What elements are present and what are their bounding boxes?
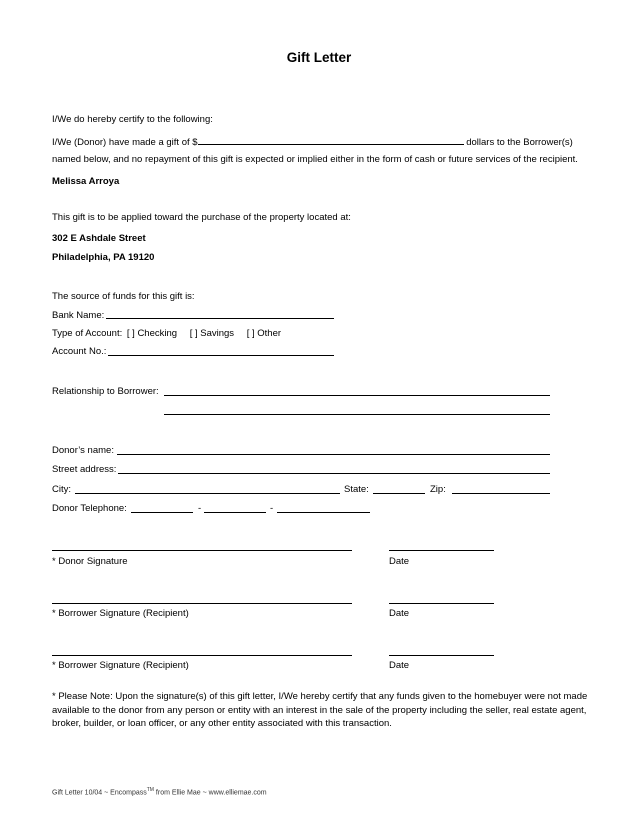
borrower-date-label-2: Date — [389, 660, 410, 671]
donor-date-field[interactable] — [389, 550, 494, 551]
phone-prefix-field[interactable] — [204, 512, 266, 513]
certification-note: * Please Note: Upon the signature(s) of this gift letter, I/We hereby certify that any funds given to the homebuyer were not made available to the donor from any person or entity with an interest in the sale of the property including the seller, real estate agent, broker, builder, or loan officer, or any other entity associated with this transaction. — [52, 691, 588, 729]
borrower-signature-label-1: * Borrower Signature (Recipient) — [52, 608, 189, 619]
borrower-date-field-1[interactable] — [389, 603, 494, 604]
phone-area-field[interactable] — [131, 512, 193, 513]
donor-telephone-label: Donor Telephone: — [52, 503, 127, 514]
zip-field[interactable] — [452, 493, 550, 494]
borrower-signature-field-2[interactable] — [52, 655, 352, 656]
gift-amount-field[interactable] — [198, 136, 464, 145]
donor-signature-label: * Donor Signature — [52, 556, 128, 567]
bank-name-field[interactable] — [106, 318, 334, 319]
street-address-label: Street address: — [52, 464, 117, 475]
borrower-name: Melissa Arroya — [52, 176, 120, 187]
gift-line-start: I/We (Donor) have made a gift of $ — [52, 137, 198, 148]
property-intro: This gift is to be applied toward the purchase of the property located at: — [52, 212, 351, 223]
footer-rest: from Ellie Mae ~ www.elliemae.com — [153, 789, 267, 797]
account-type-row — [52, 328, 281, 339]
zip-label: Zip: — [430, 484, 446, 495]
account-type-label: Type of Account: — [52, 328, 123, 339]
gift-line-end: dollars to the Borrower(s) — [466, 137, 573, 148]
footer-trademark: TM — [146, 787, 154, 793]
source-intro: The source of funds for this gift is: — [52, 291, 195, 302]
relationship-label: Relationship to Borrower: — [52, 386, 159, 397]
city-label: City: — [52, 484, 71, 495]
donor-name-field[interactable] — [117, 454, 550, 455]
borrower-date-label-1: Date — [389, 608, 410, 619]
checkbox-checking[interactable]: [ ] Checking — [126, 328, 178, 339]
relationship-field-1[interactable] — [164, 395, 550, 396]
footer-text: Gift Letter 10/04 ~ Encompass — [52, 789, 147, 797]
bank-name-row — [52, 310, 104, 321]
phone-separator: - — [198, 503, 202, 514]
state-field[interactable] — [373, 493, 425, 494]
property-address-line-2: Philadelphia, PA 19120 — [52, 252, 155, 263]
street-address-field[interactable] — [118, 473, 550, 474]
property-address-line-1: 302 E Ashdale Street — [52, 233, 146, 244]
city-field[interactable] — [75, 493, 340, 494]
checkbox-savings[interactable]: [ ] Savings — [189, 328, 235, 339]
gift-amount-line — [52, 136, 573, 148]
relationship-field-2[interactable] — [164, 414, 550, 415]
donor-signature-field[interactable] — [52, 550, 352, 551]
account-no-field[interactable] — [108, 355, 334, 356]
page-footer — [52, 787, 267, 796]
borrower-signature-label-2: * Borrower Signature (Recipient) — [52, 660, 189, 671]
donor-date-label: Date — [389, 556, 410, 567]
bank-name-label: Bank Name: — [52, 310, 105, 321]
borrower-date-field-2[interactable] — [389, 655, 494, 656]
account-no-label: Account No.: — [52, 346, 107, 357]
gift-line-2: named below, and no repayment of this gift is expected or implied either in the form of cash or future services of the recipient. — [52, 154, 578, 165]
certify-intro: I/We do hereby certify to the following: — [52, 114, 213, 125]
page-title: Gift Letter — [286, 50, 352, 65]
state-label: State: — [344, 484, 369, 495]
donor-name-label: Donor’s name: — [52, 445, 114, 456]
checkbox-other[interactable]: [ ] Other — [246, 328, 282, 339]
borrower-signature-field-1[interactable] — [52, 603, 352, 604]
phone-separator: - — [270, 503, 274, 514]
phone-line-field[interactable] — [277, 512, 370, 513]
